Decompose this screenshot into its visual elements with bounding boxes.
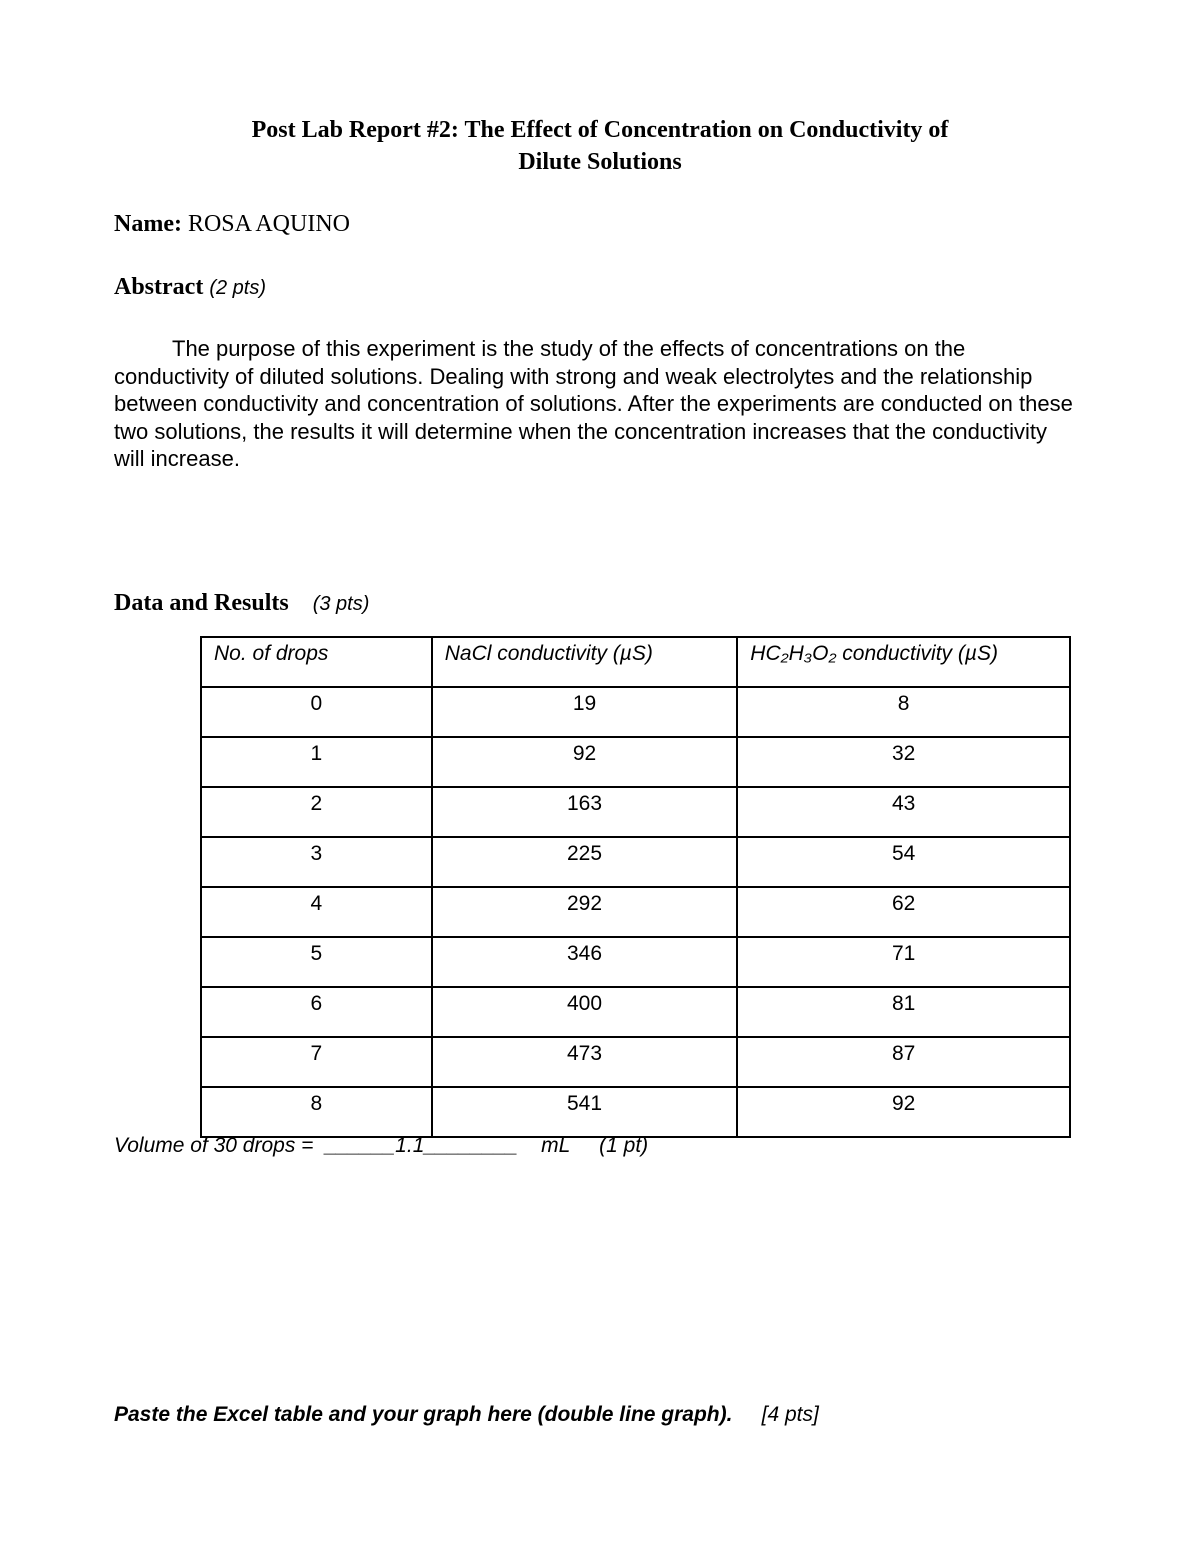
table-row: [201, 837, 1070, 887]
nacl-cell: 473: [432, 1037, 738, 1087]
drops-cell: 6: [201, 987, 432, 1037]
nacl-cell: 163: [432, 787, 738, 837]
acetic-cell: 71: [737, 937, 1070, 987]
header-acetic-acid: HC₂H₃O₂ conductivity (µS): [737, 637, 1070, 687]
acetic-cell: 81: [737, 987, 1070, 1037]
abstract-heading: [114, 274, 266, 301]
report-title-line-2: Dilute Solutions: [518, 149, 682, 175]
paste-instruction: Paste the Excel table and your graph here (double line graph).: [114, 1403, 733, 1426]
table-row: [201, 1087, 1070, 1137]
acetic-cell: 54: [737, 837, 1070, 887]
volume-points: (1 pt): [599, 1134, 649, 1157]
nacl-cell: 400: [432, 987, 738, 1037]
volume-value: ______1.1________: [325, 1134, 518, 1157]
volume-label: Volume of 30 drops =: [114, 1134, 314, 1157]
data-results-heading: [114, 590, 369, 617]
table-header-row: [201, 637, 1070, 687]
acetic-cell: 92: [737, 1087, 1070, 1137]
acetic-cell: 32: [737, 737, 1070, 787]
drops-cell: 0: [201, 687, 432, 737]
student-name: ROSA AQUINO: [187, 211, 350, 237]
drops-cell: 7: [201, 1037, 432, 1087]
table-row: [201, 687, 1070, 737]
table-row: [201, 787, 1070, 837]
drops-cell: 3: [201, 837, 432, 887]
acetic-cell: 62: [737, 887, 1070, 937]
table-row: [201, 1037, 1070, 1087]
table-row: [201, 887, 1070, 937]
abstract-text: The purpose of this experiment is the study of the effects of concentrations on the conductivity of diluted solutions. Dealing with strong and weak electrolytes and the relationship between conductivity and concentration of solutions. After the experiments are conducted on these two solutions, the results it will determine when the concentration increases that the conductivity will increase.: [114, 336, 1073, 471]
drops-cell: 5: [201, 937, 432, 987]
acetic-cell: 43: [737, 787, 1070, 837]
conductivity-table: [200, 636, 1071, 1138]
report-title-line-1: Post Lab Report #2: The Effect of Concentration on Conductivity of: [251, 117, 949, 143]
volume-line: [114, 1134, 648, 1158]
drops-cell: 2: [201, 787, 432, 837]
acetic-cell: 87: [737, 1037, 1070, 1087]
nacl-cell: 292: [432, 887, 738, 937]
paste-instruction-line: [114, 1403, 819, 1427]
drops-cell: 4: [201, 887, 432, 937]
header-drops: No. of drops: [201, 637, 432, 687]
name-label: Name:: [114, 211, 182, 237]
nacl-cell: 346: [432, 937, 738, 987]
abstract-points: (2 pts): [209, 277, 266, 299]
nacl-cell: 225: [432, 837, 738, 887]
table-row: [201, 737, 1070, 787]
drops-cell: 8: [201, 1087, 432, 1137]
data-results-points: (3 pts): [312, 593, 370, 615]
table-row: [201, 987, 1070, 1037]
abstract-heading-label: Abstract: [114, 274, 204, 300]
nacl-cell: 92: [432, 737, 738, 787]
table-row: [201, 937, 1070, 987]
volume-unit: mL: [541, 1134, 570, 1157]
student-name-line: [114, 211, 350, 238]
acetic-cell: 8: [737, 687, 1070, 737]
paste-points: [4 pts]: [761, 1403, 819, 1426]
nacl-cell: 19: [432, 687, 738, 737]
data-results-heading-label: Data and Results: [114, 590, 289, 616]
report-title: [0, 114, 1200, 178]
drops-cell: 1: [201, 737, 432, 787]
header-nacl: NaCl conductivity (µS): [432, 637, 738, 687]
nacl-cell: 541: [432, 1087, 738, 1137]
